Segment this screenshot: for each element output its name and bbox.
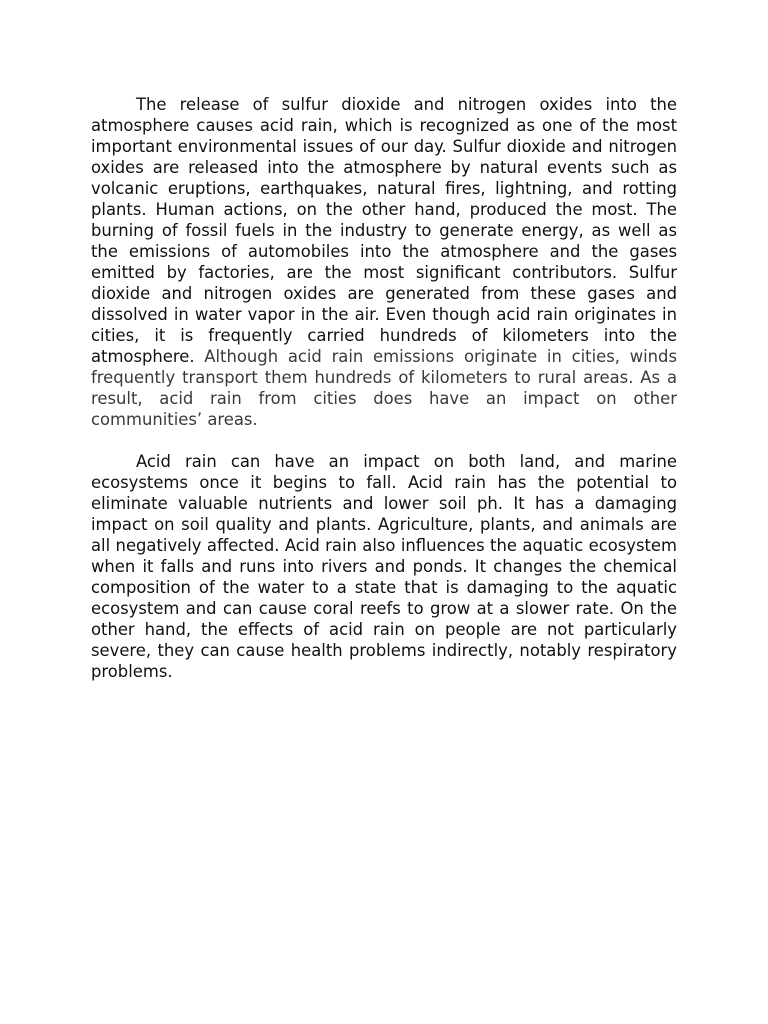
paragraph-acid-rain-effects: [91, 451, 677, 682]
document-body: [91, 94, 677, 682]
paragraph-text-muted: Although acid rain emissions originate in cities, winds frequently transport them hundreds of kilometers to rural areas. As a result, acid rain from cities does have an impact on other communities’ areas.: [91, 347, 677, 429]
paragraph-acid-rain-causes: [91, 94, 677, 430]
paragraph-text: Acid rain can have an impact on both land, and marine ecosystems once it begins to fall. Acid rain has the potential to eliminate valuable nutrients and lower soil ph. It has a damaging impact on soil quality and plants. Agriculture, plants, and animals are all negatively affected. Acid rain also influences the aquatic ecosystem when it falls and runs into rivers and ponds. It changes the chemical composition of the water to a state that is damaging to the aquatic ecosystem and can cause coral reefs to grow at a slower rate. On the other hand, the effects of acid rain on people are not particularly severe, they can cause health problems indirectly, notably respiratory problems.: [91, 452, 677, 681]
paragraph-text: The release of sulfur dioxide and nitrogen oxides into the atmosphere causes acid rain, which is recognized as one of the most important environmental issues of our day. Sulfur dioxide and nitrogen oxides are released into the atmosphere by natural events such as volcanic eruptions, earthquakes, natural fires, lightning, and rotting plants. Human actions, on the other hand, produced the most. The burning of fossil fuels in the industry to generate energy, as well as the emissions of automobiles into the atmosphere and the gases emitted by factories, are the most significant contributors. Sulfur dioxide and nitrogen oxides are generated from these gases and dissolved in water vapor in the air. Even though acid rain originates in cities, it is frequently carried hundreds of kilometers into the atmosphere.: [91, 95, 677, 366]
